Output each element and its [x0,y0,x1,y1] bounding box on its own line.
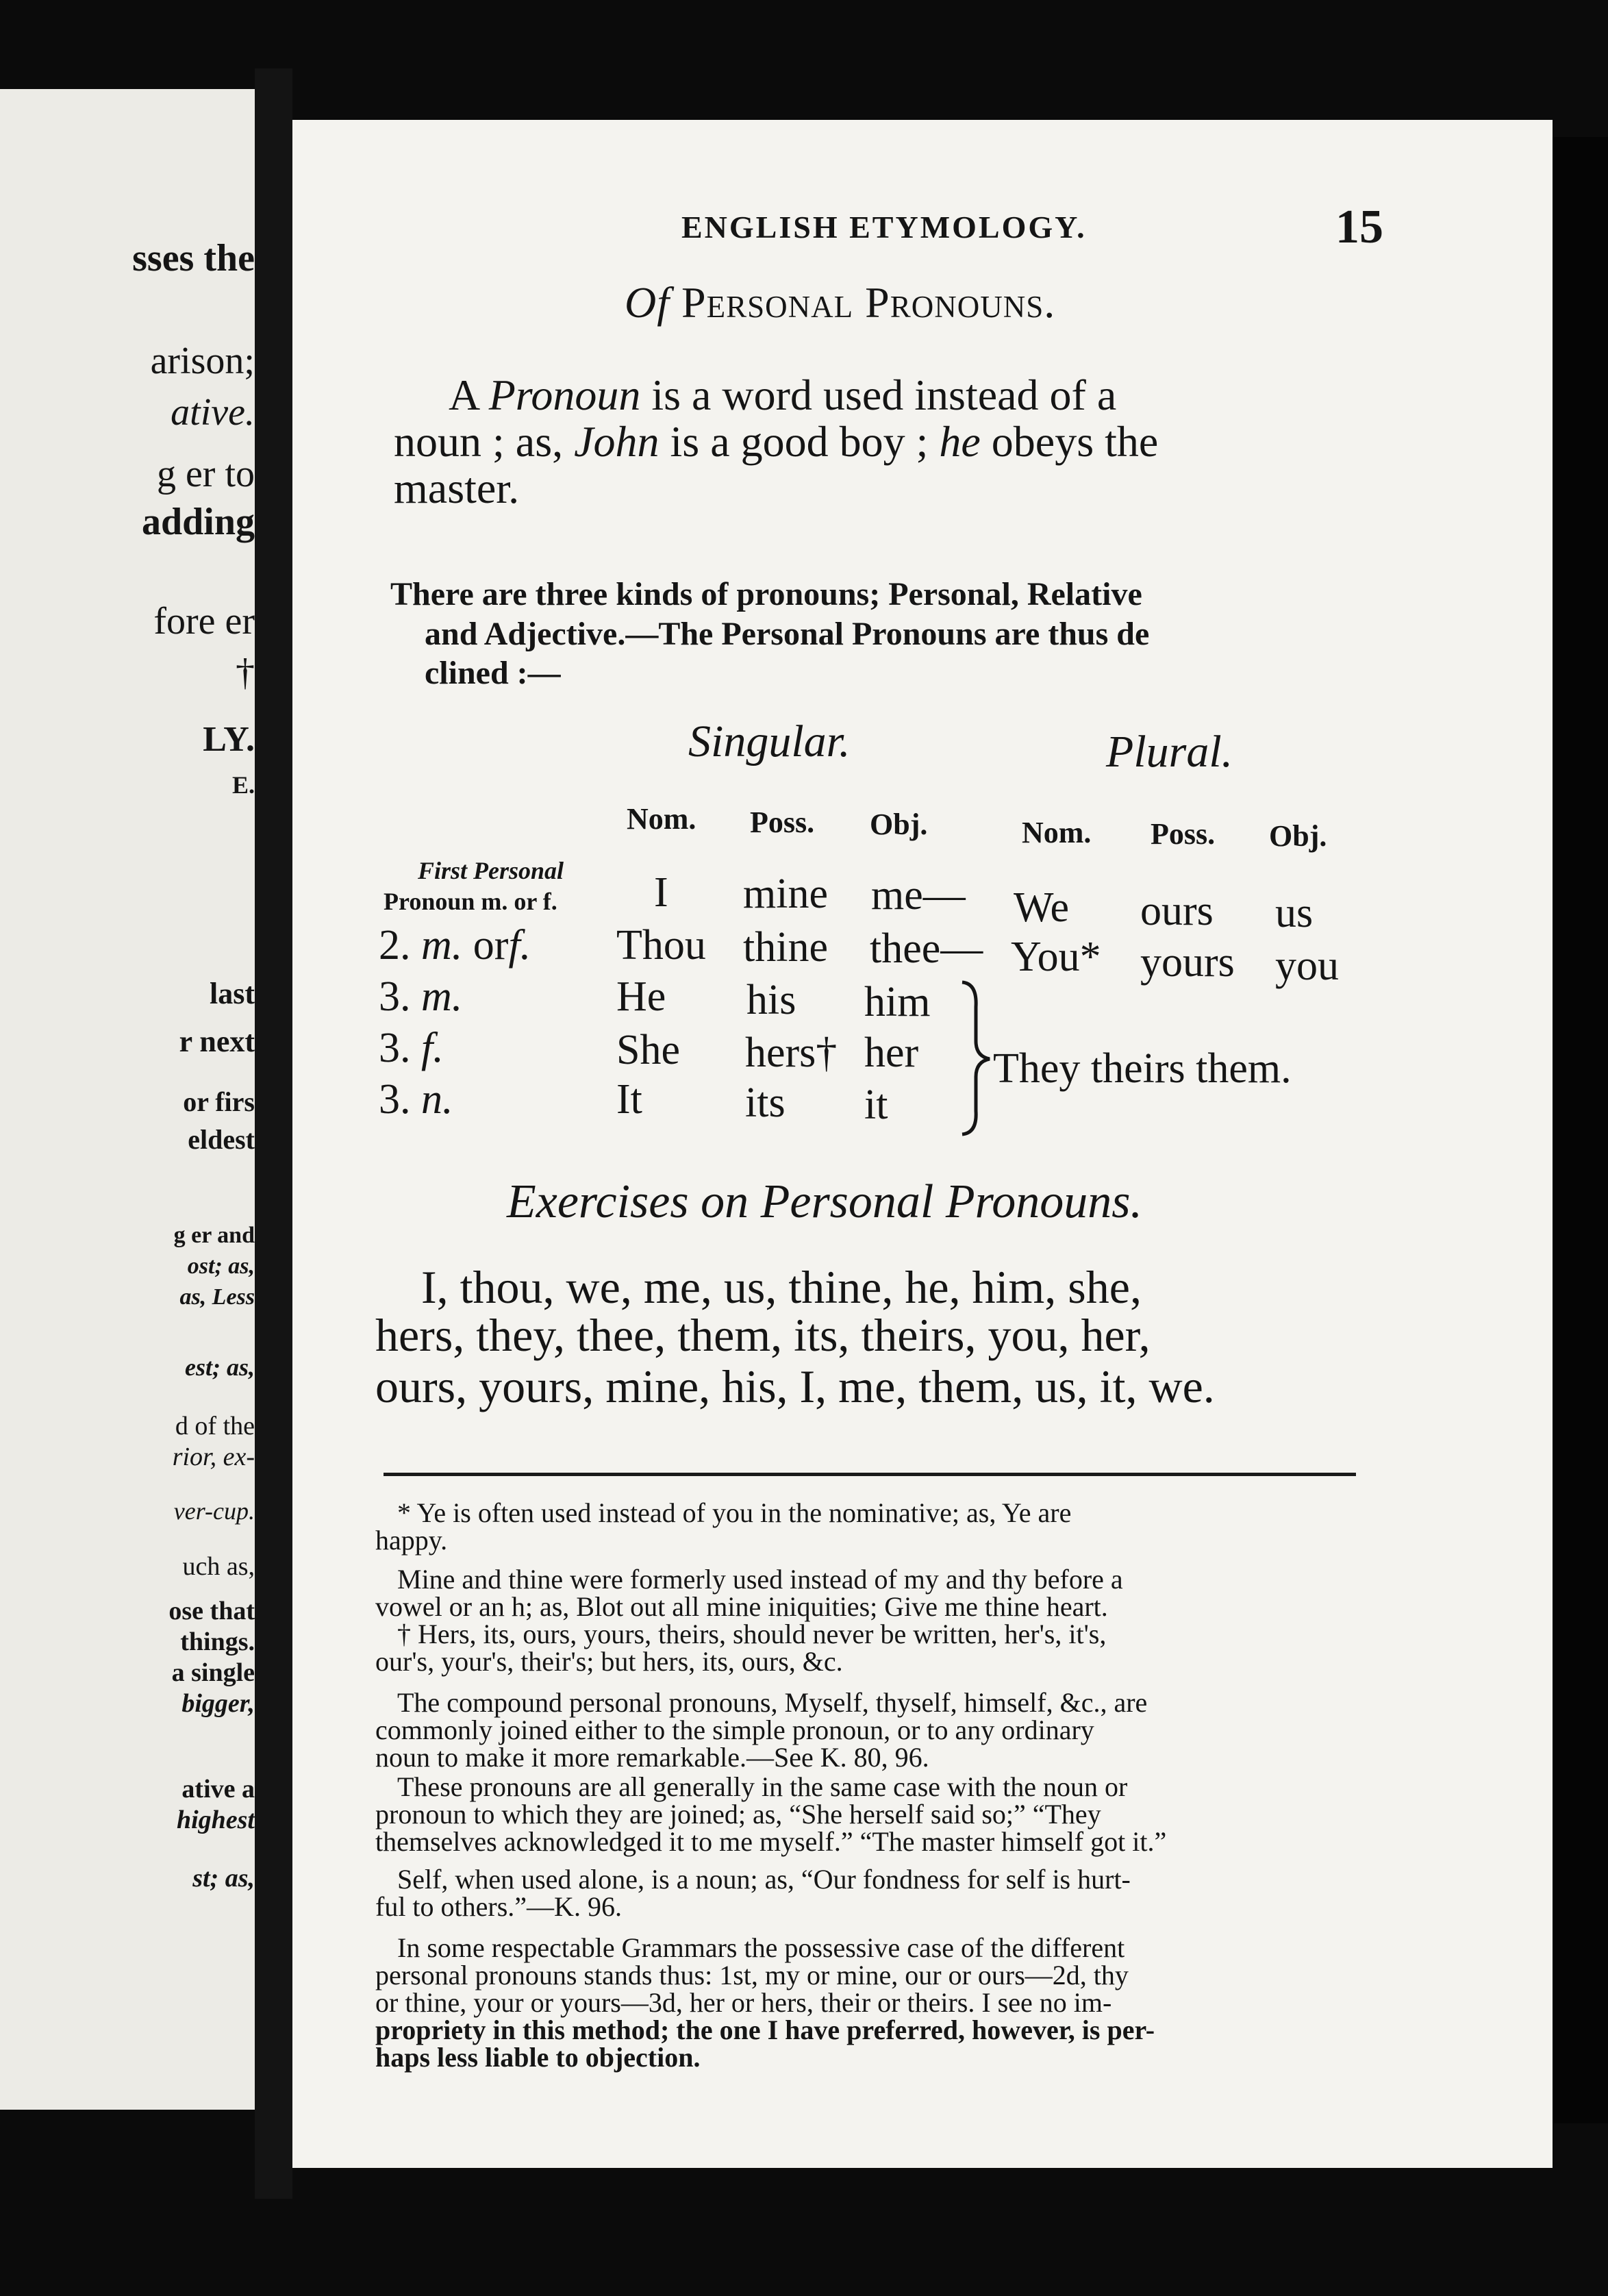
footnote-rule [384,1473,1356,1476]
facing-page-text: est; as, [185,1353,255,1381]
footnote-line: vowel or an h; as, Blot out all mine iniquities; Give me thine heart. [375,1591,1108,1622]
row-gender: m. [421,922,463,969]
section-title-text: Personal Pronouns. [681,278,1056,327]
row-number: 2. [379,922,411,969]
row-number: 3. [379,973,411,1020]
footnote-line: These pronouns are all generally in the same case with the noun or [397,1771,1128,1802]
facing-page-text: things. [180,1627,255,1656]
row-number: 3. [379,1025,411,1071]
definition-text: A [449,371,478,419]
row-label: Pronoun m. or f. [384,888,557,915]
footnote-line: our's, your's, their's; but hers, its, ours, &c. [375,1646,843,1677]
footnote-line: or thine, your or yours—3d, her or hers, their or theirs. I see no im- [375,1987,1112,2018]
facing-page-text: highest [176,1806,255,1834]
footnote-line: themselves acknowledged it to me myself.” “The master himself got it.” [375,1826,1167,1857]
row-label [379,973,462,1021]
definition-example-word: John [574,417,659,466]
facing-page-text: sses the [132,237,255,279]
facing-page-text: ver-cup. [173,1497,255,1525]
pronoun-cell: ours [1140,888,1214,934]
pronoun-cell: it [864,1082,888,1128]
facing-page-text: ose that [168,1597,255,1625]
row-label: First Personal [418,857,564,884]
facing-page-text: r next [179,1025,255,1058]
definition-line-2 [394,416,1158,467]
plural-heading: Plural. [1106,727,1233,777]
facing-page-text: g er and [173,1223,255,1248]
exercise-line: I, thou, we, me, us, thine, he, him, she, [421,1261,1142,1313]
facing-page-text: bigger, [181,1689,255,1718]
pronoun-cell: us [1275,890,1314,936]
facing-page-text: as, Less [179,1284,255,1310]
footnote-line: propriety in this method; the one I have preferred, however, is per- [375,2014,1155,2045]
definition-text: obeys the [991,417,1159,466]
pronoun-cell: I [654,869,668,916]
pronoun-cell: you [1275,943,1339,989]
facing-page-text: d of the [175,1412,255,1440]
pronoun-cell: It [616,1076,642,1123]
exercise-line: hers, they, thee, them, its, theirs, you, her, [375,1309,1151,1361]
footnote-line: noun to make it more remarkable.—See K. 80, 96. [375,1742,929,1773]
intro-line-2: and Adjective.—The Personal Pronouns are thus de [425,616,1150,652]
footnote-line: The compound personal pronouns, Myself, thyself, himself, &c., are [397,1687,1148,1718]
facing-page-text: uch as, [182,1552,255,1581]
definition-term: Pronoun [488,371,641,419]
footnote-line: † Hers, its, ours, yours, theirs, should never be written, her's, it's, [397,1619,1107,1649]
facing-page-text: eldest [188,1124,255,1155]
pronoun-cell: She [616,1027,680,1073]
running-title: ENGLISH ETYMOLOGY. [681,210,1087,245]
exercise-line: ours, yours, mine, his, I, me, them, us, it, we. [375,1360,1215,1412]
row-number: 3. [379,1076,411,1123]
facing-page-text: arison; [150,340,255,382]
page-edge-shadow [1553,137,1608,2123]
pronoun-cell: his [746,977,796,1023]
pronoun-cell: her [864,1030,919,1076]
footnote-line: * Ye is often used instead of you in the nominative; as, Ye are [397,1497,1072,1528]
section-title-of: Of [625,278,670,327]
col-header: Poss. [1151,817,1216,851]
definition-text: is a good boy ; [670,417,929,466]
footnote-line: Mine and thine were formerly used instead of my and thy before a [397,1564,1123,1595]
definition-example-word: he [939,417,981,466]
facing-page-text: or firs [183,1086,255,1117]
pronoun-cell: hers† [745,1030,838,1076]
pronoun-cell: me— [871,872,966,919]
footnote-line: happy. [375,1525,448,1556]
row-label [379,921,531,970]
pronoun-plural-merged: They theirs them. [993,1045,1292,1092]
row-gender: n. [421,1076,453,1123]
facing-page-text: rior, ex- [172,1443,255,1471]
footnote-line: personal pronouns stands thus: 1st, my or mine, our or ours—2d, thy [375,1960,1129,1991]
facing-page-text: † [236,651,255,694]
pronoun-cell: He [616,973,666,1020]
footnote-line: pronoun to which they are joined; as, “She herself said so;” “They [375,1799,1101,1830]
pronoun-cell: him [864,979,931,1025]
col-header: Obj. [1269,819,1327,853]
section-title [625,277,1055,328]
facing-page-text: ative. [171,391,255,434]
facing-page-fragment [0,89,255,2110]
book-gutter [255,68,292,2199]
pronoun-cell: yours [1140,939,1235,986]
col-header: Nom. [1022,816,1092,849]
intro-line-1: There are three kinds of pronouns; Personal, Relative [390,576,1142,612]
row-or: or [473,922,509,969]
facing-page-text: LY. [203,720,255,759]
row-gender: m. [421,973,463,1020]
row-gender: f. [421,1025,444,1071]
page-number: 15 [1335,201,1383,253]
pronoun-cell: You* [1011,934,1101,980]
pronoun-cell: We [1014,884,1070,931]
col-header: Nom. [627,802,696,836]
facing-page-text: adding [142,501,255,543]
pronoun-cell: its [745,1080,786,1126]
col-header: Obj. [870,808,928,841]
facing-page-text: ative a [181,1775,255,1804]
facing-page-text: fore er [153,600,255,642]
row-gender: f. [508,922,531,969]
footnote-line: commonly joined either to the simple pronoun, or to any ordinary [375,1714,1094,1745]
pronoun-cell: thine [743,924,828,971]
footnote-line: ful to others.”—K. 96. [375,1891,622,1922]
facing-page-text: ost; as, [187,1253,255,1279]
pronoun-cell: mine [743,871,828,917]
footnote-line: In some respectable Grammars the possessive case of the different [397,1932,1125,1963]
row-label [379,1075,453,1124]
singular-heading: Singular. [688,716,851,766]
definition-line-1 [449,370,1116,421]
pronoun-cell: Thou [616,922,706,969]
col-header: Poss. [750,806,815,839]
facing-page-text: E. [231,771,255,799]
footnote-line: haps less liable to objection. [375,2042,701,2073]
definition-line-3: master. [394,464,520,512]
definition-text: is a word used instead of a [651,371,1117,419]
row-label [379,1024,444,1073]
facing-page-text: g er to [156,453,255,495]
definition-text: noun ; as, [394,417,564,466]
exercises-title: Exercises on Personal Pronouns. [507,1175,1143,1228]
intro-line-3: clined :— [425,655,561,691]
footnote-line: Self, when used alone, is a noun; as, “Our fondness for self is hurt- [397,1864,1131,1895]
facing-page-text: st; as, [192,1864,255,1893]
pronoun-cell: thee— [870,925,983,972]
facing-page-text: last [210,977,255,1010]
plural-brace [955,979,996,1137]
facing-page-text: a single [171,1658,255,1687]
